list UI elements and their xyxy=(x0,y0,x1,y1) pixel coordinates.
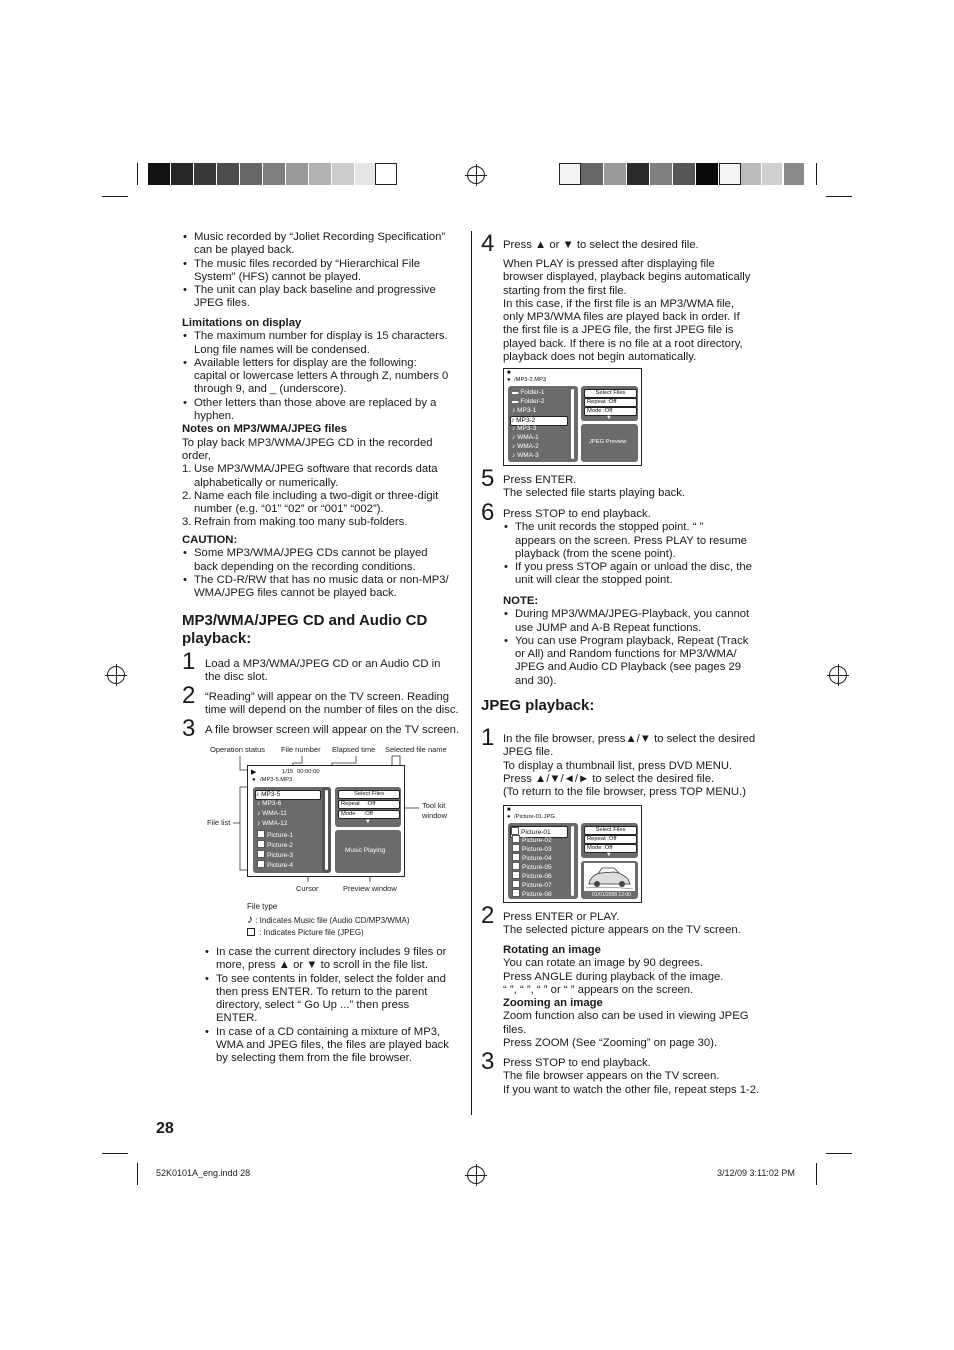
file-list-item[interactable]: Picture-1 xyxy=(257,830,293,840)
step-text: Load a MP3/WMA/JPEG CD or an Audio CD in the disc slot. xyxy=(205,658,441,684)
label-preview-window: Preview window xyxy=(343,884,397,893)
step-4-head: Press ▲ or ▼ to select the desired file. xyxy=(503,239,699,251)
picture-icon xyxy=(257,850,265,858)
file-list-item[interactable]: ♪ MP3-2 xyxy=(510,416,568,426)
stop-status-icon: ■ xyxy=(507,807,511,813)
mode-option[interactable]: Mode :Off xyxy=(338,810,400,819)
step-number: 5 xyxy=(481,465,495,492)
selected-file-path: /MP3-2.MP3 xyxy=(514,377,547,383)
step-number: 2 xyxy=(182,682,196,709)
picture-thumbnail xyxy=(584,863,635,891)
label-file-list: File list xyxy=(207,818,231,827)
step-number: 4 xyxy=(481,230,495,257)
picture-icon xyxy=(512,880,520,888)
notes-heading: Notes on MP3/WMA/JPEG files xyxy=(182,423,348,436)
section-title: MP3/WMA/JPEG CD and Audio CD playback: xyxy=(182,612,428,647)
file-list-item[interactable]: ♪ WMA-1 xyxy=(512,434,539,441)
jpeg-section-title: JPEG playback: xyxy=(481,697,595,714)
label-elapsed-time: Elapsed time xyxy=(332,745,376,754)
preview-text: Music Playing xyxy=(345,847,386,854)
numbered-item: 2. Name each file including a two-digit or three-digit number (e.g. “01” “02” or “001” “002”). xyxy=(182,489,439,516)
notes-intro: To play back MP3/WMA/JPEG CD in the recorded xyxy=(182,436,433,449)
limitations-heading: Limitations on display xyxy=(182,317,302,329)
step-number: 1 xyxy=(182,648,196,675)
scrollbar-thumb[interactable] xyxy=(571,826,574,896)
mode-option[interactable]: Mode :Off xyxy=(584,407,637,416)
repeat-option[interactable]: Repeat :Off xyxy=(584,398,637,407)
bullet-item: • The CD-R/RW that has no music data or non-MP3/ WMA/JPEG files cannot be played back. xyxy=(182,574,467,601)
select-files-button[interactable]: Select Files xyxy=(584,826,637,835)
file-list-item[interactable]: Picture-04 xyxy=(512,853,552,863)
label-selected-file-name: Selected file name xyxy=(385,745,447,754)
file-list-item[interactable]: ♪ WMA-3 xyxy=(512,452,539,459)
step-6-text: Press STOP to end playback. • The unit records the stopped point. “ ” appears on the screen. Press PLAY to resume playback (from the scene point). • If you press STOP again or unload the disc, the unit will clear the stopped point. xyxy=(503,508,763,588)
caution-heading: CAUTION: xyxy=(182,534,238,546)
file-list-item[interactable]: ♪ MP3-1 xyxy=(512,407,537,414)
page-number: 28 xyxy=(156,1120,174,1137)
file-list-item[interactable]: Picture-03 xyxy=(512,844,552,854)
file-list-item[interactable]: Picture-4 xyxy=(257,860,293,870)
file-list-item[interactable]: Picture-01 xyxy=(510,826,568,838)
car-picture-icon xyxy=(584,863,635,891)
label-file-number: File number xyxy=(281,745,321,754)
footer-timestamp: 3/12/09 3:11:02 PM xyxy=(717,1168,795,1178)
footer-file-name: 52K0101A_eng.indd 28 xyxy=(156,1168,251,1178)
numbered-item: 1. Use MP3/WMA/JPEG software that records data alphabetically or numerically. xyxy=(182,463,438,489)
bullet-item: • The music files recorded by “Hierarchical File System” (HFS) cannot be played. xyxy=(182,258,462,285)
file-list-item[interactable]: Picture-06 xyxy=(512,871,552,881)
picture-icon xyxy=(247,928,255,936)
label-cursor: Cursor xyxy=(296,884,319,893)
file-browser-screen-3 xyxy=(503,805,642,903)
bullet-item: • Some MP3/WMA/JPEG CDs cannot be played back depending on the recording conditions. xyxy=(182,547,467,574)
bullet-item: • The unit can play back baseline and progressive JPEG files. xyxy=(182,284,462,311)
picture-icon xyxy=(257,840,265,848)
file-list-item[interactable]: ▬ Folder-2 xyxy=(512,398,545,405)
bullet-item: • Available letters for display are the following: capital or lowercase letters A through Z, numbers 0 through 9, and _ (underscore). xyxy=(182,357,467,397)
repeat-option[interactable]: Repeat :Off xyxy=(584,835,637,844)
picture-icon xyxy=(512,862,520,870)
step-4-body: When PLAY is pressed after displaying file browser displayed, playback begins automatically starting from the first file. In this case, if the first file is an MP3/WMA file, only MP3/WMA files are played back in order. If the first file is a JPEG file, the first JPEG file is played back. If there is no file at a root directory, playback does not begin automatically. xyxy=(503,258,751,364)
picture-icon xyxy=(512,889,520,897)
file-list-item[interactable]: Picture-02 xyxy=(512,835,552,845)
label-operation-status: Operation status xyxy=(210,745,266,754)
bullet-item: • The unit records the stopped point. “ ” appears on the screen. Press PLAY to resume playback (from the scene point). xyxy=(503,521,763,561)
label-tool-kit-window: Tool kit window xyxy=(422,801,448,820)
file-list-item[interactable]: Picture-07 xyxy=(512,880,552,890)
file-list-item[interactable]: ♪ WMA-11 xyxy=(257,810,287,817)
step-number: 3 xyxy=(182,715,196,742)
picture-icon xyxy=(511,827,519,835)
chevron-down-icon[interactable]: ▼ xyxy=(606,852,612,858)
file-list-item[interactable]: ♪ MP3-5 xyxy=(255,790,321,800)
file-list-item[interactable]: Picture-2 xyxy=(257,840,293,850)
selected-file-path: /MP3-5.MP3 xyxy=(260,777,293,783)
play-status-icon: ▶ xyxy=(251,769,257,776)
file-list-item[interactable]: Picture-08 xyxy=(512,889,552,899)
step-text: “Reading” will appear on the TV screen. Reading time will depend on the number of files on the disc. xyxy=(205,691,459,717)
stop-status-icon: ■ xyxy=(507,370,511,376)
bullet-item: • You can use Program playback, Repeat (Track or All) and Random functions for MP3/WMA/ JPEG and Audio CD Playback (see pages 29 and 30). xyxy=(503,635,765,688)
chevron-down-icon[interactable]: ▼ xyxy=(365,819,371,825)
bullet-item: • To see contents in folder, select the folder and then press ENTER. To return to the parent directory, select “ Go Up ...” then press ENTER. xyxy=(204,973,464,1026)
rotating-section: Rotating an image You can rotate an image by 90 degrees. Press ANGLE during playback of the image. “ ”, “ ”, “ ” or “ ” appears on the screen. Zooming an image Zoom function also can be used in viewing JPEG files. Press ZOOM (See “Zooming” on page 30). xyxy=(503,944,749,1050)
bullet-item: • In case the current directory includes 9 files or more, press ▲ or ▼ to scroll in the file list. xyxy=(204,946,464,973)
picture-date: 01/01/2008 12:00 xyxy=(592,892,631,898)
file-number-readout: 1/15 xyxy=(282,769,294,775)
repeat-option[interactable]: Repeat :Off xyxy=(338,800,400,809)
music-note-icon: ♪ xyxy=(247,912,253,926)
numbered-item: 3. Refrain from making too many sub-folders. xyxy=(182,516,408,529)
jpeg-step-2-text: Press ENTER or PLAY. The selected picture appears on the TV screen. xyxy=(503,911,741,937)
disc-icon: ● xyxy=(507,814,511,820)
step-number: 3 xyxy=(481,1048,495,1075)
preview-text: JPEG Preview xyxy=(589,439,627,445)
bullet-item: • During MP3/WMA/JPEG-Playback, you cannot use JUMP and A-B Repeat functions. xyxy=(503,608,765,635)
chevron-down-icon[interactable]: ▼ xyxy=(606,415,612,421)
note-heading: NOTE: xyxy=(503,595,539,607)
file-browser-screen xyxy=(247,765,405,877)
file-list-item[interactable]: ♪ WMA-2 xyxy=(512,443,539,450)
scrollbar-thumb[interactable] xyxy=(571,389,574,459)
file-type-legend: File type ♪ : Indicates Music file (Audio CD/MP3/WMA) : Indicates Picture file (JPEG) xyxy=(247,902,410,937)
picture-icon xyxy=(257,860,265,868)
picture-icon xyxy=(512,835,520,843)
file-type-heading: File type xyxy=(247,902,278,911)
select-files-button[interactable]: Select Files xyxy=(338,790,400,799)
scrollbar-thumb[interactable] xyxy=(325,790,328,870)
step-text: A file browser screen will appear on the TV screen. xyxy=(205,724,460,736)
bullet-item: • The maximum number for display is 15 characters. Long file names will be condensed. xyxy=(182,330,467,357)
picture-icon xyxy=(512,853,520,861)
step-number: 1 xyxy=(481,724,495,751)
step-5-text: Press ENTER. The selected file starts playing back. xyxy=(503,474,686,500)
file-browser-screen-2 xyxy=(503,368,642,466)
note-section xyxy=(503,595,765,688)
bottom-bullets xyxy=(204,946,464,1066)
disc-icon: ● xyxy=(507,377,511,383)
file-list-item[interactable]: ♪ WMA-12 xyxy=(257,820,288,827)
step-number: 2 xyxy=(481,902,495,929)
elapsed-time-readout: 00:00:00 xyxy=(297,769,320,775)
mode-option[interactable]: Mode :Off xyxy=(584,844,637,853)
picture-icon xyxy=(512,871,520,879)
notes-intro: order, xyxy=(182,449,211,462)
jpeg-step-3-text: Press STOP to end playback. The file browser appears on the TV screen. If you want to watch the other file, repeat steps 1-2. xyxy=(503,1057,760,1096)
file-list-item[interactable]: Picture-05 xyxy=(512,862,552,872)
zooming-heading: Zooming an image xyxy=(503,997,603,1010)
picture-icon xyxy=(257,830,265,838)
file-list-item[interactable]: ♪ MP3-6 xyxy=(257,800,282,807)
picture-icon xyxy=(512,844,520,852)
jpeg-step-1-text: In the file browser, press▲/▼ to select the desired JPEG file. To display a thumbnail list, press DVD MENU. Press ▲/▼/◄/► to select the desired file. (To return to the file browser, press TOP MENU.) xyxy=(503,733,756,799)
file-list-item[interactable]: ♪ MP3-3 xyxy=(512,425,537,432)
selected-file-path: /Picture-01.JPG xyxy=(514,814,555,820)
select-files-button[interactable]: Select Files xyxy=(584,389,637,398)
bullet-item: • Music recorded by “Joliet Recording Specification” can be played back. xyxy=(182,231,462,258)
rotating-heading: Rotating an image xyxy=(503,944,601,956)
disc-icon: ● xyxy=(252,777,256,783)
bullet-item: • In case of a CD containing a mixture of MP3, WMA and JPEG files, the files are played back by selecting them from the file browser. xyxy=(204,1026,464,1066)
bullet-item: • Other letters than those above are replaced by a hyphen. xyxy=(182,397,467,424)
file-list-item[interactable]: Picture-3 xyxy=(257,850,293,860)
bullet-item: • If you press STOP again or unload the disc, the unit will clear the stopped point. xyxy=(503,561,763,588)
file-list-item[interactable]: ▬ Folder-1 xyxy=(512,389,545,396)
step-number: 6 xyxy=(481,499,495,526)
